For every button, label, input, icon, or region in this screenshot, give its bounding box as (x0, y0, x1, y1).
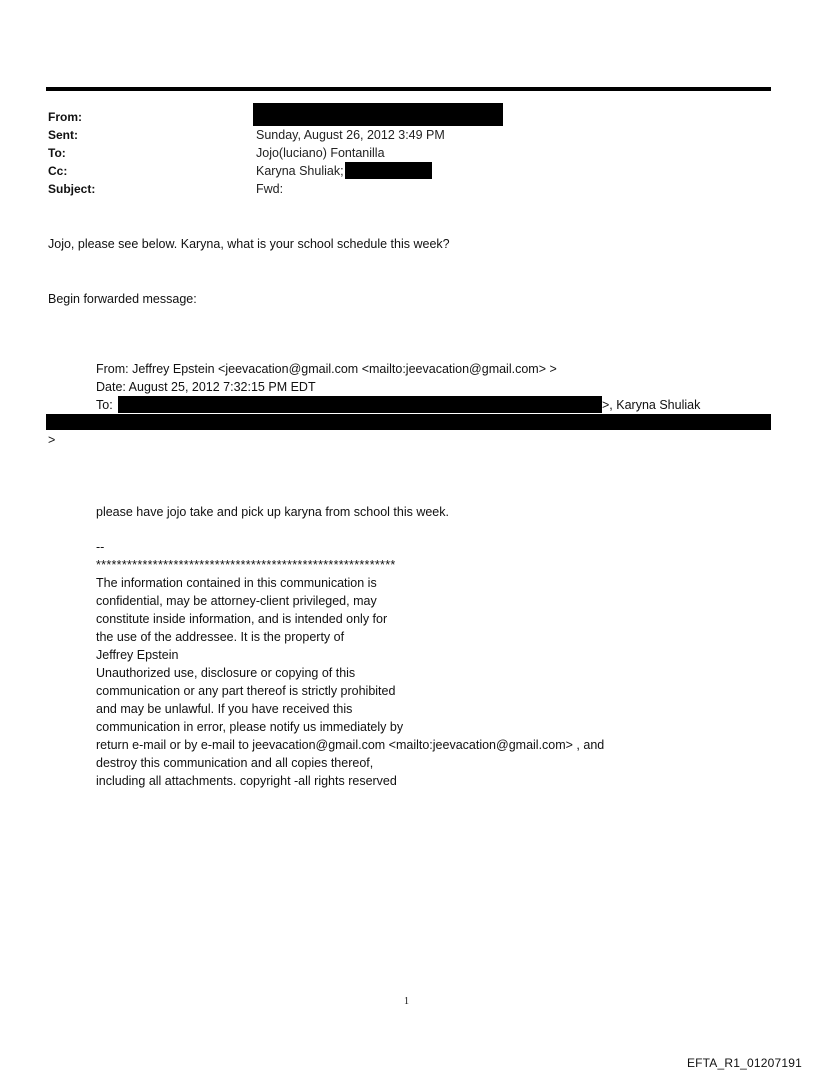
disclaimer-line: constitute inside information, and is intended only for (96, 612, 388, 626)
disclaimer-line: destroy this communication and all copies thereof, (96, 756, 374, 770)
redaction-forwarded-to-continued (46, 414, 771, 430)
to-value: Jojo(luciano) Fontanilla (256, 146, 385, 160)
disclaimer-line: including all attachments. copyright -all rights reserved (96, 774, 397, 788)
disclaimer-line: communication or any part thereof is strictly prohibited (96, 684, 396, 698)
disclaimer-line: Unauthorized use, disclosure or copying of this (96, 666, 356, 680)
disclaimer-line: The information contained in this communication is (96, 576, 377, 590)
from-label: From: (48, 110, 82, 124)
redaction-from (253, 103, 503, 126)
to-label: To: (48, 146, 66, 160)
subject-label: Subject: (48, 182, 96, 196)
signature-dash: -- (96, 540, 105, 554)
disclaimer-line: Jeffrey Epstein (96, 648, 179, 662)
disclaimer-line: confidential, may be attorney-client privileged, may (96, 594, 377, 608)
forwarded-from: From: Jeffrey Epstein <jeevacation@gmail.com <mailto:jeevacation@gmail.com> > (96, 362, 557, 376)
body-line-1: Jojo, please see below. Karyna, what is your school schedule this week? (48, 237, 450, 251)
forwarded-to-continuation: > (48, 433, 56, 447)
subject-value: Fwd: (256, 182, 284, 196)
disclaimer (96, 574, 604, 790)
header-divider (46, 87, 771, 91)
cc-label: Cc: (48, 164, 68, 178)
body-line-2: Begin forwarded message: (48, 292, 197, 306)
cc-value: Karyna Shuliak; (256, 164, 344, 178)
document-id: EFTA_R1_01207191 (686, 1056, 802, 1070)
sent-value: Sunday, August 26, 2012 3:49 PM (256, 128, 445, 142)
sent-label: Sent: (48, 128, 78, 142)
redaction-forwarded-to (118, 396, 602, 413)
disclaimer-line: communication in error, please notify us immediately by (96, 720, 404, 734)
redaction-cc (345, 162, 432, 179)
signature-stars: ********************************************************** (96, 558, 396, 572)
page-number: 1 (404, 996, 409, 1007)
forwarded-to-suffix: >, Karyna Shuliak (602, 398, 701, 412)
disclaimer-line: and may be unlawful. If you have received this (96, 702, 353, 716)
forwarded-message: please have jojo take and pick up karyna from school this week. (96, 505, 449, 519)
disclaimer-line: the use of the addressee. It is the property of (96, 630, 345, 644)
forwarded-date: Date: August 25, 2012 7:32:15 PM EDT (96, 380, 316, 394)
disclaimer-line: return e-mail or by e-mail to jeevacation@gmail.com <mailto:jeevacation@gmail.com> , and (96, 738, 605, 752)
forwarded-to-label: To: (96, 398, 113, 412)
